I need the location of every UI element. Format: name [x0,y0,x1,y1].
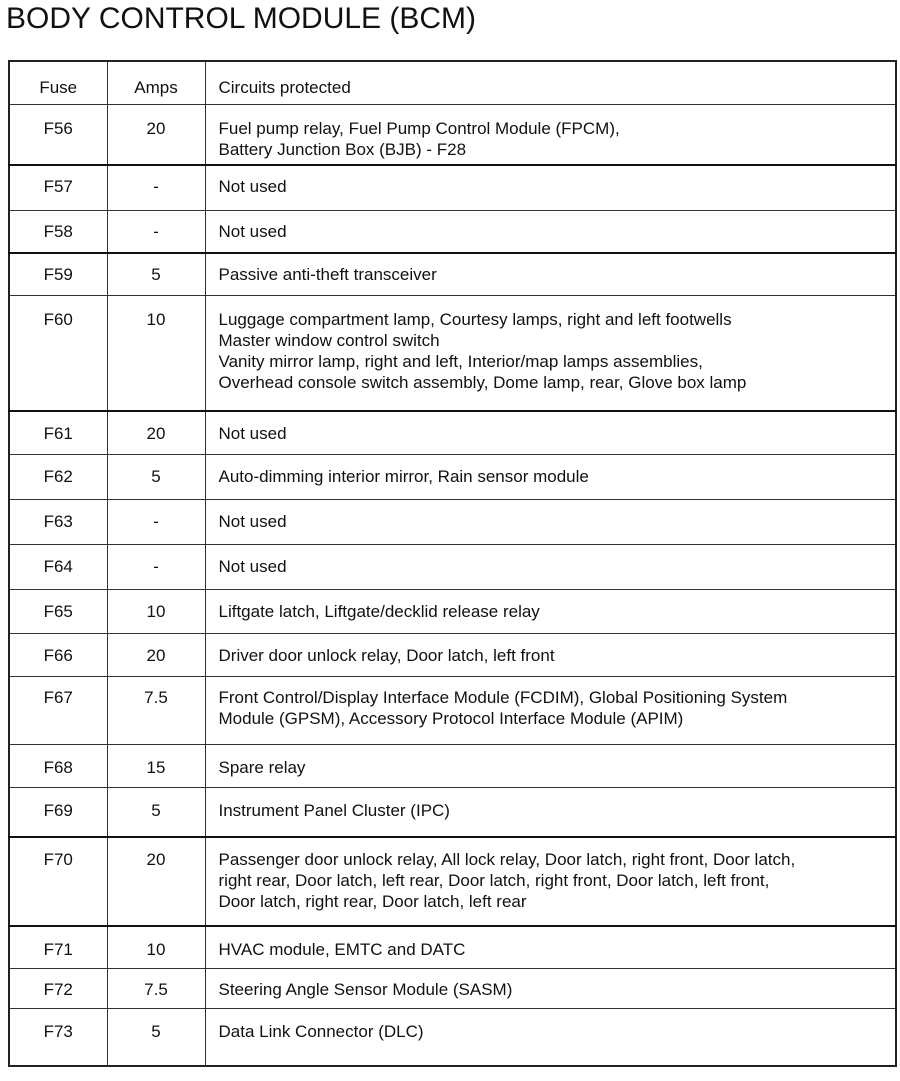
circuits-cell [205,499,896,544]
amps-cell: - [107,499,205,544]
table-row [9,926,896,968]
fuse-cell: F67 [9,676,107,744]
fuse-cell: F64 [9,544,107,589]
fuse-cell: F60 [9,295,107,411]
fuse-cell: F65 [9,589,107,633]
circuits-cell [205,210,896,253]
fuse-cell: F71 [9,926,107,968]
page-title: BODY CONTROL MODULE (BCM) [6,2,477,35]
circuits-line: Vanity mirror lamp, right and left, Interior/map lamps assemblies, [218,351,703,371]
table-row [9,295,896,411]
amps-cell: 20 [107,104,205,165]
amps-cell: 15 [107,744,205,787]
circuits-cell [205,633,896,676]
table-header-row [9,61,896,104]
circuits-line: Front Control/Display Interface Module (FCDIM), Global Positioning System [218,687,788,707]
table-row [9,1008,896,1066]
amps-cell: - [107,210,205,253]
circuits-cell [205,744,896,787]
fuse-cell: F72 [9,968,107,1008]
amps-cell: - [107,165,205,210]
circuits-line: Steering Angle Sensor Module (SASM) [218,979,513,999]
fuse-cell: F59 [9,253,107,295]
amps-cell: 10 [107,295,205,411]
circuits-line: Not used [218,177,287,196]
circuits-line: Battery Junction Box (BJB) - F28 [218,139,467,159]
amps-cell: 7.5 [107,968,205,1008]
amps-cell: 5 [107,454,205,499]
fuse-cell: F58 [9,210,107,253]
fuse-cell: F63 [9,499,107,544]
table-row [9,253,896,295]
table-row [9,165,896,210]
amps-cell: 10 [107,926,205,968]
circuits-cell [205,544,896,589]
circuits-line: right rear, Door latch, left rear, Door latch, right front, Door latch, left front, [218,871,770,890]
table-row [9,744,896,787]
circuits-cell [205,295,896,411]
circuits-line: Door latch, right rear, Door latch, left rear [218,892,527,911]
fuse-cell: F70 [9,837,107,926]
fuse-cell: F68 [9,744,107,787]
table-row [9,210,896,253]
header-amps: Amps [107,61,205,104]
table-row [9,454,896,499]
circuits-cell [205,968,896,1008]
circuits-line: Passenger door unlock relay, All lock relay, Door latch, right front, Door latch, [218,850,796,869]
amps-cell: 20 [107,411,205,454]
circuits-cell [205,676,896,744]
amps-cell: 20 [107,633,205,676]
circuits-cell [205,1008,896,1066]
fuse-cell: F73 [9,1008,107,1066]
fuse-cell: F66 [9,633,107,676]
circuits-cell [205,253,896,295]
amps-cell: 10 [107,589,205,633]
table-row [9,589,896,633]
amps-cell: 20 [107,837,205,926]
fuse-table-body [9,61,896,1066]
amps-cell: 5 [107,253,205,295]
table-row [9,837,896,926]
table-row [9,968,896,1008]
circuits-line: Master window control switch [218,330,440,350]
amps-cell: 5 [107,1008,205,1066]
circuits-cell [205,589,896,633]
circuits-line: Passive anti-theft transceiver [218,265,437,284]
fuse-cell: F61 [9,411,107,454]
circuits-line: Fuel pump relay, Fuel Pump Control Module (FPCM), [218,118,620,138]
circuits-cell [205,454,896,499]
header-fuse: Fuse [9,61,107,104]
fuse-table [8,60,897,1067]
table-row [9,499,896,544]
circuits-line: Not used [218,424,287,443]
circuits-line: Overhead console switch assembly, Dome lamp, rear, Glove box lamp [218,372,747,392]
circuits-line: Not used [218,221,287,241]
circuits-line: Liftgate latch, Liftgate/decklid release relay [218,601,540,621]
circuits-line: Instrument Panel Cluster (IPC) [218,800,450,820]
table-row [9,544,896,589]
circuits-line: Luggage compartment lamp, Courtesy lamps, right and left footwells [218,309,732,329]
circuits-cell [205,165,896,210]
circuits-cell [205,926,896,968]
fuse-cell: F62 [9,454,107,499]
table-row [9,633,896,676]
circuits-line: Auto-dimming interior mirror, Rain sensor module [218,466,589,486]
circuits-line: Data Link Connector (DLC) [218,1021,424,1041]
fuse-cell: F56 [9,104,107,165]
circuits-cell [205,104,896,165]
circuits-cell [205,787,896,837]
circuits-line: Module (GPSM), Accessory Protocol Interface Module (APIM) [218,708,684,728]
circuits-line: Not used [218,511,287,531]
amps-cell: 7.5 [107,676,205,744]
fuse-cell: F69 [9,787,107,837]
circuits-line: Spare relay [218,757,306,777]
circuits-line: Not used [218,556,287,576]
table-row [9,676,896,744]
header-circuits: Circuits protected [205,61,896,104]
table-row [9,787,896,837]
fuse-cell: F57 [9,165,107,210]
circuits-cell [205,411,896,454]
circuits-line: Driver door unlock relay, Door latch, left front [218,645,555,665]
table-row [9,411,896,454]
table-row [9,104,896,165]
amps-cell: - [107,544,205,589]
amps-cell: 5 [107,787,205,837]
circuits-line: HVAC module, EMTC and DATC [218,940,466,959]
circuits-cell [205,837,896,926]
